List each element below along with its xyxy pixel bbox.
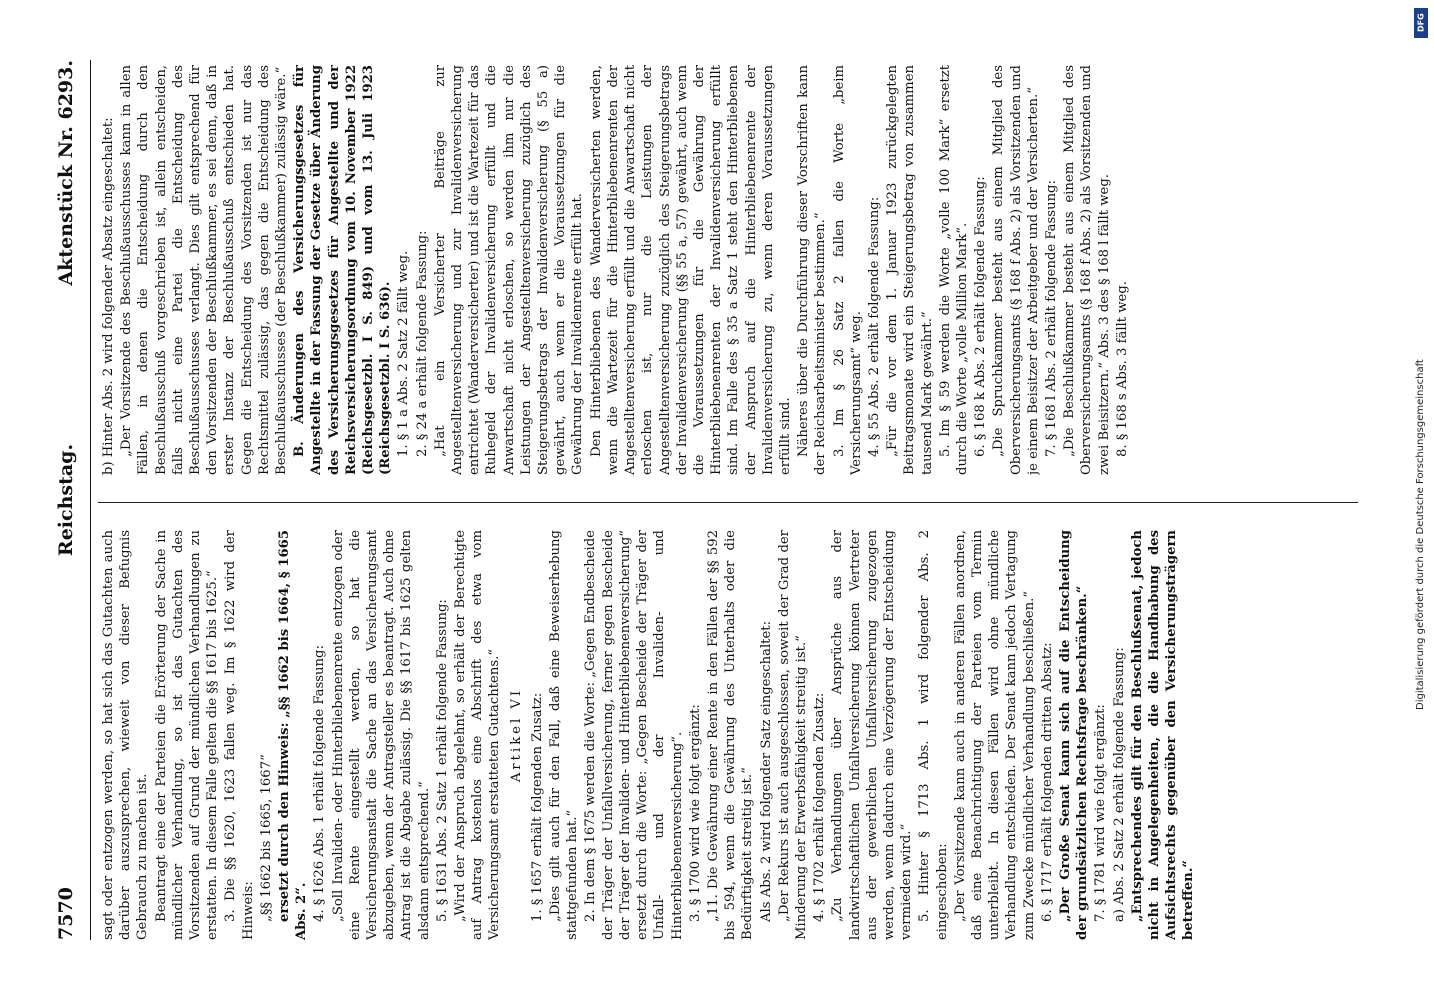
left-column-paragraph: 3. Die §§ 1620, 1623 fallen weg. Im § 1622 wird der Hinweis: xyxy=(223,530,256,940)
right-column-paragraph: 3. Im § 26 Satz 2 fallen die Worte „beim Versicherungsamt“ weg. xyxy=(831,65,864,475)
left-column-paragraph: 4. § 1702 erhält folgenden Zusatz: xyxy=(812,692,828,922)
right-column-paragraph: „Die Spruchkammer besteht aus einem Mitglied des Oberversicherungsamts (§ 168 f Abs. 2) als Vorsitzenden und je einem Beisitzer der Arbeitgeber und der Versicherten.“ xyxy=(991,65,1041,475)
right-column-paragraph: Näheres über die Durchführung dieser Vorschriften kann der Reichsarbeitsminister bestimmen.“ xyxy=(796,65,829,475)
left-column-paragraph: Artikel VI xyxy=(508,687,524,783)
left-column-paragraph: „Zu Verhandlungen über Ansprüche aus der landwirtschaftlichen Unfallversicherung können Vertreter aus der gewerblichen Unfallversicherung zugezogen werden, wenn dadurch eine Verzögerung der Entscheidung vermieden wird.“ xyxy=(830,530,915,940)
left-column-paragraph: 3. § 1700 wird wie folgt ergänzt: xyxy=(687,704,703,922)
page-number: 7570 xyxy=(55,887,77,940)
left-column-paragraph: „Der Vorsitzende kann auch in anderen Fällen anordnen, daß eine Benachrichtigung der Parteien vom Termin unterbleibt. In diesen Fällen wird ohne mündliche Verhandlung entschieden. Der Senat kann jedoch Vertagung zum Zwecke mündlicher Verhandlung beschließen.“ xyxy=(952,530,1037,940)
left-column-paragraph: 6. § 1717 erhält folgenden dritten Absatz: xyxy=(1039,642,1055,922)
left-column-paragraph: 1. § 1657 erhält folgenden Zusatz: xyxy=(529,692,545,922)
left-column-paragraph: „§§ 1662 bis 1665, 1667“ xyxy=(258,754,274,922)
right-column-paragraph: „Für die vor dem 1. Januar 1923 zurückgelegten Beitragsmonate wird ein Steigerungsbetrag von zusammen tausend Mark gewährt.“ xyxy=(885,65,935,475)
right-column-paragraph: 6. § 168 k Abs. 2 erhält folgende Fassung: xyxy=(973,176,989,457)
left-column-paragraph: 4. § 1626 Abs. 1 erhält folgende Fassung: xyxy=(312,645,328,922)
left-column-paragraph: „Der Große Senat kann sich auf die Entscheidung der grundsätzlichen Rechtsfrage beschränken.“ xyxy=(1057,530,1091,940)
digitization-credit xyxy=(1408,10,1430,990)
right-column xyxy=(100,65,1410,475)
right-column-paragraph: 7. § 168 l Abs. 2 erhält folgende Fassung: xyxy=(1043,180,1059,457)
left-column xyxy=(100,530,1410,940)
right-column-paragraph: 4. § 55 Abs. 2 erhält folgende Fassung: xyxy=(866,196,882,457)
right-column-paragraph: 8. § 168 s Abs. 3 fällt weg. xyxy=(1114,281,1130,457)
column-divider xyxy=(98,502,1358,503)
right-column-paragraph: „Der Vorsitzende des Beschlußausschusses kann in allen Fällen, in denen die Entscheidung durch den Beschlußausschuß vorgeschrieben ist, allein entscheiden, falls nicht eine Partei die Entscheidung des Beschlußausschusses verlangt. Dies gilt entsprechend für den Vorsitzenden der Beschlußkammer, es sei denn, daß in erster Instanz der Beschlußausschuß entschieden hat. Gegen die Entscheidung des Vorsitzenden ist nur das Rechtsmittel zulässig, das gegen die Entscheidung des Beschlußausschusses (der Beschlußkammer) zulässig wäre.“ xyxy=(119,65,290,475)
right-column-paragraph: „Die Beschlußkammer besteht aus einem Mitglied des Oberversicherungsamts (§ 168 f Abs. 2) als Vorsitzenden und zwei Beisitzern.“ Abs. 3 des § 168 l fällt weg. xyxy=(1062,65,1112,475)
left-column-paragraph: Als Abs. 2 wird folgender Satz eingeschaltet: xyxy=(758,620,774,922)
right-column-paragraph: 5. Im § 59 werden die Worte „volle 100 Mark“ ersetzt durch die Worte „volle Million Mark“. xyxy=(937,65,970,475)
header-rule xyxy=(90,60,91,940)
left-column-paragraph: „Wird der Anspruch abgelehnt, so erhält der Berechtigte auf Antrag kostenlos eine Abschrift des etwa vom Versicherungsamt erstatteten Gutachtens.“ xyxy=(453,530,503,940)
left-column-paragraph: 2. In dem § 1675 werden die Worte: „Gegen Endbescheide der Träger der Unfallversicherung, ferner gegen Bescheide der Träger der Invaliden- und Hinterbliebenenversicherung“ ersetzt durch die Worte: „Gegen Bescheide der Träger der Unfall- und der Invaliden- und Hinterbliebenenversicherung“. xyxy=(583,530,685,940)
left-column-paragraph: a) Abs. 2 Satz 2 erhält folgende Fassung: xyxy=(1111,647,1127,922)
right-column-paragraph: „Hat ein Versicherter Beiträge zur Angestelltenversicherung und zur Invalidenversicherung entrichtet (Wanderversicherter) und ist die Wartezeit für das Ruhegeld der Invalidenversicherung erfüllt und die Anwartschaft nicht erloschen, so werden ihm nur die Leistungen der Angestelltenversicherung zuzüglich des Steigerungsbetrags der Invalidenversicherung (§ 55 a) gewährt, auch wenn er die Voraussetzungen für die Gewährung der Invalidenrente erfüllt hat. xyxy=(432,65,586,475)
dfg-logo: DFG xyxy=(1414,8,1428,38)
left-column-paragraph: „11. Die Gewährung einer Rente in den Fällen der §§ 592 bis 594, wenn die Gewährung des Unterhalts oder die Bedürftigkeit streitig ist.“ xyxy=(705,530,756,940)
left-column-paragraph: „Der Rekurs ist auch ausgeschlossen, soweit der Grad der Minderung der Erwerbsfähigkeit streitig ist.“ xyxy=(776,530,809,940)
left-column-paragraph: ersetzt durch den Hinweis: „§§ 1662 bis 1664, § 1665 Abs. 2“. xyxy=(277,530,310,940)
right-column-paragraph: Den Hinterbliebenen des Wanderversicherten werden, wenn die Wartezeit für die Hinterbliebenenrenten der Angestelltenversicherung erfüllt und die Anwartschaft nicht erloschen ist, nur die Leistungen der Angestelltenversicherung zuzüglich des Steigerungsbetrags der Invalidenversicherung (§§ 55 a, 57) gewährt, auch wenn die Voraussetzungen für die Gewährung der Hinterbliebenenrenten der Invalidenversicherung erfüllt sind. Im Falle des § 35 a Satz 1 steht den Hinterbliebenen der Anspruch auf die Hinterbliebenenrente der Invalidenversicherung zu, wenn deren Voraussetzungen erfüllt sind. xyxy=(588,65,793,475)
right-column-paragraph: 1. § 1 a Abs. 2 Satz 2 fällt weg. xyxy=(396,250,412,457)
left-column-paragraph: „Dies gilt auch für den Fall, daß eine Beweiserhebung stattgefunden hat.“ xyxy=(548,530,581,940)
left-column-paragraph: „Soll Invaliden- oder Hinterbliebenenrente entzogen oder eine Rente eingestellt werden, so hat die Versicherungsanstalt die Sache an das Versicherungsamt abzugeben, wenn der Antragsteller es beantragt. Auch ohne Antrag ist die Abgabe zulässig. Die §§ 1617 bis 1625 gelten alsdann entsprechend.“ xyxy=(330,530,432,940)
page-title: Reichstag. xyxy=(55,443,77,557)
document-reference: Aktenstück Nr. 6293. xyxy=(55,60,77,286)
credit-text: Digitalisierung gefördert durch die Deutsche Forschungsgemeinschaft xyxy=(1415,359,1426,710)
left-column-paragraph: 5. Hinter § 1713 Abs. 1 wird folgender Abs. 2 eingeschoben: xyxy=(917,530,950,940)
page-header xyxy=(55,60,85,940)
right-column-paragraph: 2. § 24 a erhält folgende Fassung: xyxy=(414,230,430,457)
right-column-paragraph: B. Änderungen des Versicherungsgesetzes für Angestellte in der Fassung der Gesetze über Änderung des Versicherungsgesetzes für Angestellte und der Reichsversicherungsordnung vom 10. November 1922 (Reichsgesetzbl. I S. 849) und vom 13. Juli 1923 (Reichsgesetzbl. I S. 636). xyxy=(292,65,394,475)
left-column-paragraph: 7. § 1781 wird wie folgt ergänzt: xyxy=(1093,704,1109,922)
left-column-paragraph: Beantragt eine der Parteien die Erörterung der Sache in mündlicher Verhandlung, so ist das Gutachten des Vorsitzenden auf Grund der mündlichen Verhandlungen zu erstatten. In diesem Falle gelten die §§ 1617 bis 1625.“ xyxy=(153,530,221,940)
right-column-paragraph: b) Hinter Abs. 2 wird folgender Absatz eingeschaltet: xyxy=(101,117,116,475)
left-column-paragraph: sagt oder entzogen werden, so hat sich das Gutachten auch darüber auszusprechen, wieweit von dieser Befugnis Gebrauch zu machen ist. xyxy=(101,530,151,940)
left-column-paragraph: 5. § 1631 Abs. 2 Satz 1 erhält folgende Fassung: xyxy=(434,599,450,922)
left-column-paragraph: „Entsprechendes gilt für den Beschlußsenat, jedoch nicht in Angelegenheiten, die die Handhabung des Aufsichtsrechts gegenüber den Versicherungsträgern betreffen.“ xyxy=(1129,530,1197,940)
